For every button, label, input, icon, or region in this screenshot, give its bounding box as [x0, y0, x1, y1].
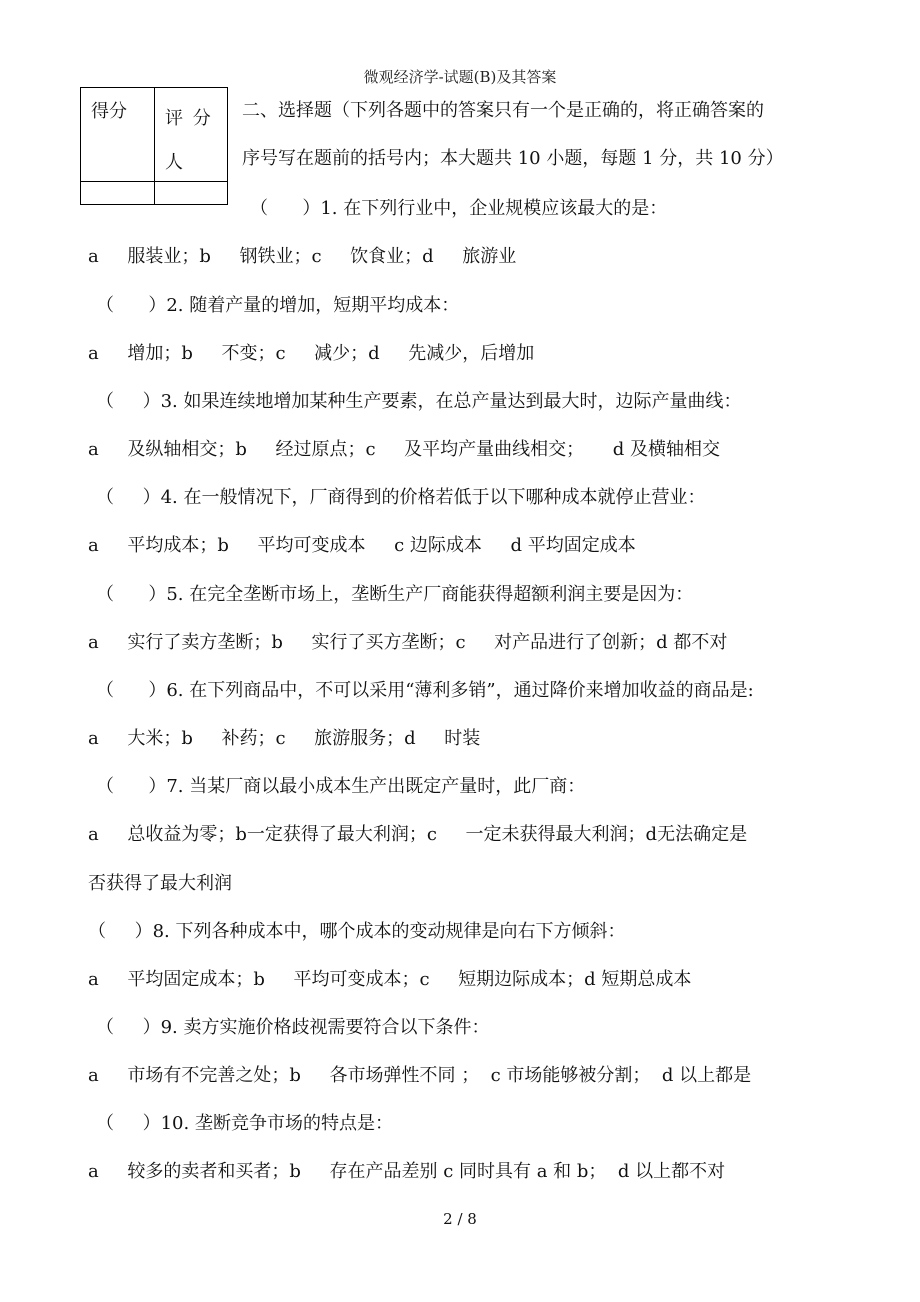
question-7: （ ）7. 当某厂商以最小成本生产出既定产量时，此厂商：	[96, 776, 586, 797]
question-2: （ ）2. 随着产量的增加，短期平均成本：	[96, 295, 460, 316]
answer-5: a 实行了卖方垄断；b 实行了买方垄断；c 对产品进行了创新；d 都不对	[88, 632, 728, 653]
answer-2: a 增加；b 不变；c 减少；d 先减少，后增加	[88, 343, 535, 364]
section-title-line2: 序号写在题前的括号内；本大题共 10 小题，每题 1 分，共 10 分）	[242, 148, 784, 169]
answer-10: a 较多的卖者和买者；b 存在产品差别 c 同时具有 a 和 b； d 以上都不对	[88, 1161, 726, 1182]
question-10: （ ）10. 垄断竞争市场的特点是：	[96, 1113, 393, 1134]
answer-3: a 及纵轴相交；b 经过原点；c 及平均产量曲线相交； d 及横轴相交	[88, 439, 721, 460]
answer-9: a 市场有不完善之处；b 各市场弹性不同 ； c 市场能够被分割； d 以上都是	[88, 1065, 752, 1086]
question-8: （ ）8. 下列各种成本中，哪个成本的变动规律是向右下方倾斜：	[88, 921, 626, 942]
question-5: （ ）5. 在完全垄断市场上，垄断生产厂商能获得超额利润主要是因为：	[96, 584, 694, 605]
grader-label: 评 分 人	[165, 108, 213, 173]
page-number: 2 / 8	[443, 1210, 477, 1228]
question-6: （ ）6. 在下列商品中，不可以采用“薄利多销”，通过降价来增加收益的商品是:	[96, 680, 754, 701]
answer-4: a 平均成本；b 平均可变成本 c 边际成本 d 平均固定成本	[88, 535, 636, 556]
answer-6: a 大米；b 补药；c 旅游服务；d 时装	[88, 728, 481, 749]
question-4: （ ）4. 在一般情况下，厂商得到的价格若低于以下哪种成本就停止营业：	[96, 487, 706, 508]
question-9: （ ）9. 卖方实施价格歧视需要符合以下条件：	[96, 1017, 490, 1038]
question-1: （ ）1. 在下列行业中，企业规模应该最大的是：	[250, 198, 668, 219]
document-header: 微观经济学-试题(B)及其答案	[363, 68, 557, 86]
question-3: （ ）3. 如果连续地增加某种生产要素，在总产量达到最大时，边际产量曲线：	[96, 391, 742, 412]
answer-1: a 服装业；b 钢铁业；c 饮食业；d 旅游业	[88, 246, 517, 267]
score-label: 得分	[91, 101, 127, 122]
table-divider-vertical	[154, 88, 155, 204]
answer-7: a 总收益为零；b一定获得了最大利润；c 一定未获得最大利润；d无法确定是	[88, 824, 748, 845]
score-table	[80, 87, 228, 205]
answer-7-continued: 否获得了最大利润	[88, 873, 232, 894]
answer-8: a 平均固定成本；b 平均可变成本；c 短期边际成本；d 短期总成本	[88, 969, 692, 990]
section-title-line1: 二、选择题（下列各题中的答案只有一个是正确的，将正确答案的	[242, 100, 764, 121]
